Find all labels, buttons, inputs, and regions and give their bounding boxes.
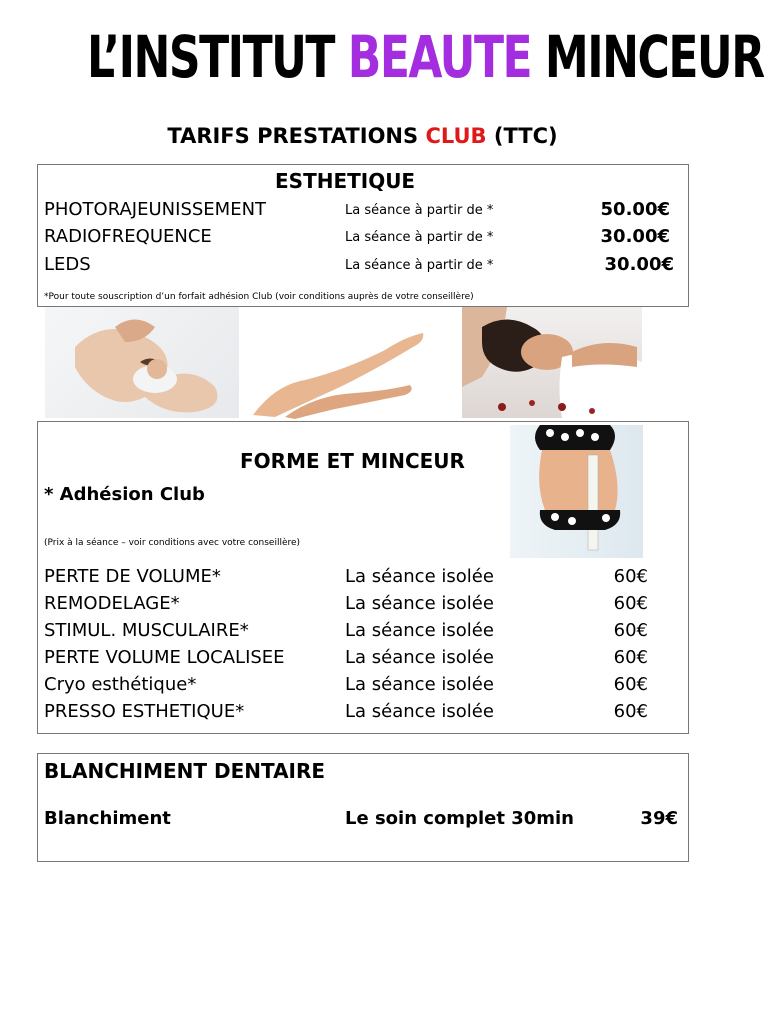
service-condition: La séance isolée <box>345 566 494 587</box>
service-condition: La séance isolée <box>345 647 494 668</box>
service-price: 60€ <box>613 566 648 587</box>
service-condition: La séance à partir de * <box>345 203 494 218</box>
service-name: PERTE DE VOLUME* <box>44 566 221 587</box>
service-name: PERTE VOLUME LOCALISEE <box>44 647 285 668</box>
subtitle-part2: (TTC) <box>486 124 558 148</box>
service-name: RADIOFREQUENCE <box>44 226 212 247</box>
page-title <box>87 23 764 91</box>
service-price: 30.00€ <box>600 226 670 247</box>
price-row <box>44 647 678 673</box>
service-price: 60€ <box>613 647 648 668</box>
price-row <box>44 199 678 225</box>
price-row <box>44 620 678 646</box>
service-price: 60€ <box>613 674 648 695</box>
service-price: 60€ <box>613 701 648 722</box>
service-name: PHOTORAJEUNISSEMENT <box>44 199 267 220</box>
price-row <box>44 566 678 592</box>
service-name: Cryo esthétique* <box>44 674 197 695</box>
service-price: 60€ <box>613 593 648 614</box>
adhesion-club-label: * Adhésion Club <box>44 484 205 505</box>
legs-photo <box>245 325 430 420</box>
service-condition: La séance à partir de * <box>345 230 494 245</box>
service-name: Blanchiment <box>44 808 171 829</box>
price-row <box>44 701 678 727</box>
title-accent: BEAUTE <box>347 23 532 91</box>
price-row <box>44 808 678 834</box>
price-row <box>44 593 678 619</box>
service-condition: La séance à partir de * <box>345 258 494 273</box>
price-row <box>44 674 678 700</box>
service-name: REMODELAGE* <box>44 593 180 614</box>
face-massage-photo <box>462 307 642 418</box>
service-price: 39€ <box>640 808 678 829</box>
blanchiment-section <box>37 753 689 862</box>
subtitle-part1: TARIFS PRESTATIONS <box>167 124 426 148</box>
esthetique-heading: ESTHETIQUE <box>275 169 416 193</box>
service-name: PRESSO ESTHETIQUE* <box>44 701 245 722</box>
forme-note: (Prix à la séance – voir conditions avec votre conseillère) <box>44 538 301 548</box>
service-condition: La séance isolée <box>345 701 494 722</box>
title-part2: MINCEUR <box>531 23 764 91</box>
service-price: 50.00€ <box>600 199 670 220</box>
price-row <box>44 226 678 252</box>
woman-lying-photo <box>45 307 239 418</box>
forme-heading: FORME ET MINCEUR <box>240 449 465 473</box>
blanchiment-heading: BLANCHIMENT DENTAIRE <box>44 759 326 783</box>
service-price: 30.00€ <box>604 254 674 275</box>
service-condition: La séance isolée <box>345 593 494 614</box>
service-name: LEDS <box>44 254 91 275</box>
service-condition: La séance isolée <box>345 674 494 695</box>
esthetique-footnote: *Pour toute souscription d’un forfait adhésion Club (voir conditions auprès de votre conseillère) <box>44 292 474 302</box>
service-condition: La séance isolée <box>345 620 494 641</box>
title-part1: L’INSTITUT <box>87 23 348 91</box>
service-name: STIMUL. MUSCULAIRE* <box>44 620 249 641</box>
service-condition: Le soin complet 30min <box>345 808 574 829</box>
esthetique-section <box>37 164 689 307</box>
service-price: 60€ <box>613 620 648 641</box>
subtitle-club: CLUB <box>425 124 487 148</box>
price-row <box>44 254 678 280</box>
page-subtitle <box>0 124 725 148</box>
waist-measure-photo <box>510 425 643 558</box>
